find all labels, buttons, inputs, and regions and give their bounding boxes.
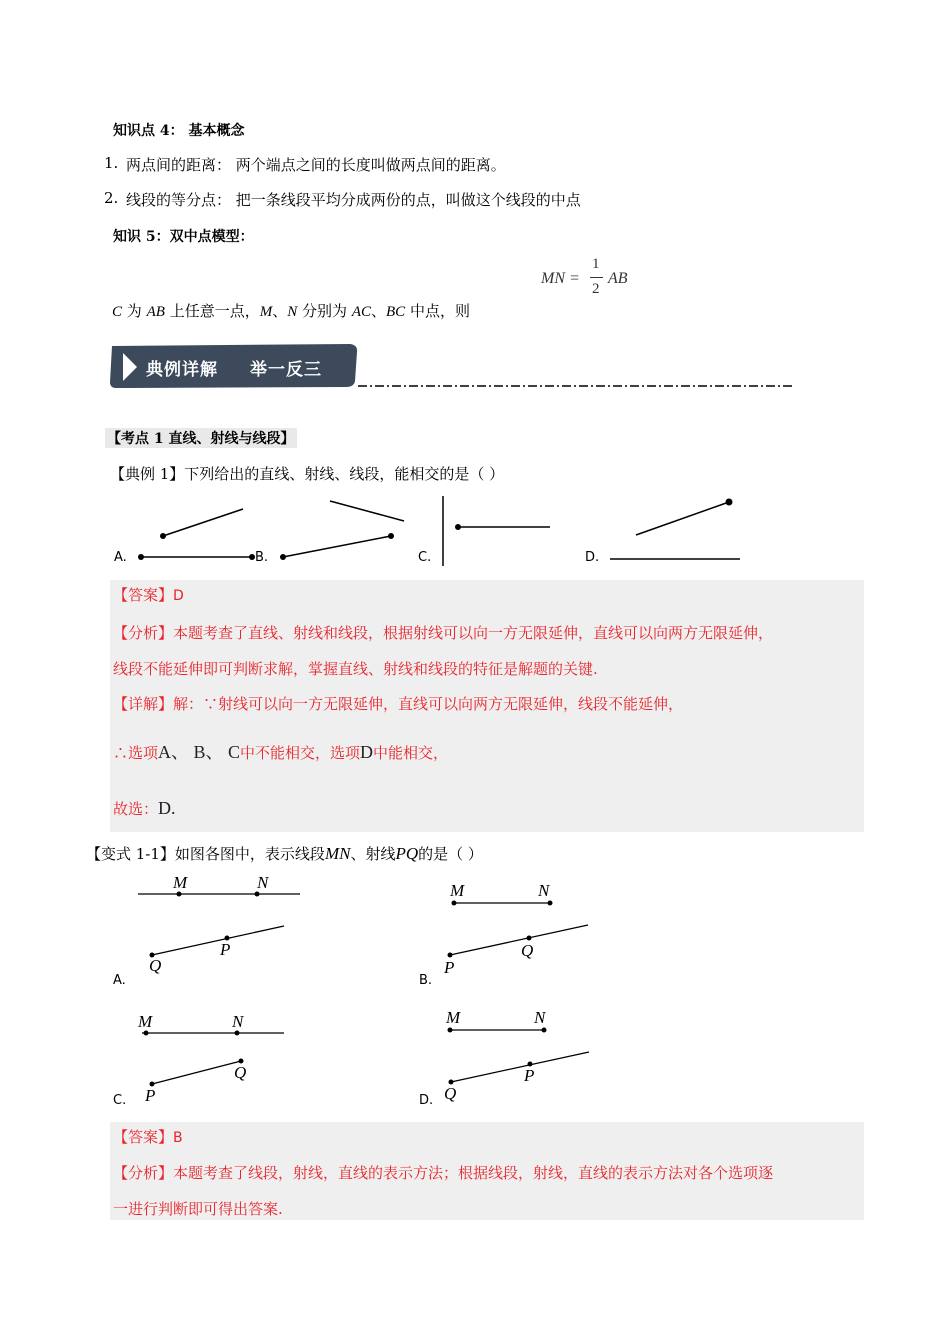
va-ray-qp bbox=[152, 926, 284, 955]
variant-q-pq: PQ bbox=[395, 844, 419, 863]
desc-seg-bc: BC bbox=[386, 304, 406, 320]
banner-right-text: 举一反三 bbox=[250, 360, 322, 380]
desc-point-m: M bbox=[259, 304, 273, 320]
example1-question: 【典例 1】下列给出的直线、射线、线段，能相交的是（ ） bbox=[110, 465, 505, 483]
detail-l3-a: 故选： bbox=[113, 800, 159, 818]
formula-numerator: 1 bbox=[592, 256, 600, 272]
k5-title: 知识 5：双中点模型： bbox=[113, 229, 254, 245]
vc-label-n: N bbox=[232, 1012, 244, 1031]
vd-label-q: Q bbox=[444, 1084, 457, 1103]
vc-label-m: M bbox=[138, 1012, 153, 1031]
va-label-p: P bbox=[220, 940, 231, 959]
section-tag: 【考点 1 直线、射线与线段】 bbox=[105, 428, 297, 448]
v-analysis-label: 【分析】 bbox=[113, 1164, 174, 1182]
example1-option-d: D. bbox=[585, 550, 600, 565]
answer-value: D bbox=[173, 588, 184, 604]
desc-seg-ac: AC bbox=[351, 304, 371, 320]
detail-l2-c: 中能相交， bbox=[373, 744, 449, 762]
vb-ray-pq bbox=[450, 925, 588, 955]
desc-point-c: C bbox=[112, 304, 123, 320]
desc-point-n: N bbox=[287, 304, 298, 320]
desc-seg-ab: AB bbox=[146, 304, 165, 320]
analysis-label: 【分析】 bbox=[113, 624, 174, 642]
variant1-option-a: A. bbox=[113, 973, 126, 988]
vc-label-q: Q bbox=[234, 1063, 247, 1082]
vb-label-n: N bbox=[538, 881, 550, 900]
detail-l2-d: D bbox=[360, 742, 374, 762]
detail-l2-b: 中不能相交，选项 bbox=[240, 744, 361, 762]
vd-label-m: M bbox=[446, 1008, 461, 1027]
desc-text-2: 上任意一点， bbox=[169, 302, 260, 320]
vd-label-p: P bbox=[524, 1066, 535, 1085]
formula-rhs: AB bbox=[608, 270, 628, 287]
desc-text-1: 为 bbox=[126, 302, 142, 320]
v-answer-value: B bbox=[173, 1130, 183, 1146]
vd-ray-qp bbox=[451, 1052, 589, 1082]
vb-label-q: Q bbox=[521, 941, 534, 960]
va-label-m: M bbox=[173, 873, 188, 892]
detail-l2-options: A、 B、 C bbox=[158, 742, 241, 762]
variant-q-c: 的是（ ） bbox=[418, 845, 483, 863]
variant-q-a: 【变式 1-1】如图各图中，表示线段 bbox=[86, 845, 325, 863]
desc-sep-1: 、 bbox=[272, 302, 288, 320]
desc-text-3: 分别为 bbox=[302, 302, 348, 320]
va-label-n: N bbox=[257, 873, 269, 892]
variant1-option-d: D. bbox=[419, 1093, 434, 1108]
variant1-option-b: B. bbox=[419, 973, 433, 988]
example1-option-b: B. bbox=[255, 550, 269, 565]
variant1-option-c: C. bbox=[113, 1093, 127, 1108]
variant1-analysis-line1 bbox=[113, 1162, 773, 1183]
v-answer-label: 【答案】 bbox=[113, 1128, 174, 1146]
variant-q-b: 、射线 bbox=[350, 845, 396, 863]
detail-label: 【详解】 bbox=[113, 695, 174, 713]
vd-label-n: N bbox=[534, 1008, 546, 1027]
variant-q-mn: MN bbox=[324, 844, 351, 863]
vc-label-p: P bbox=[145, 1086, 156, 1105]
desc-sep-2: 、 bbox=[371, 302, 387, 320]
formula-lhs: MN = bbox=[541, 270, 580, 287]
vb-label-p: P bbox=[444, 958, 455, 977]
detail-text-1: 解：∵射线可以向一方无限延伸，直线可以向两方无限延伸，线段不能延伸， bbox=[173, 695, 684, 713]
k4-item2-num: 2. bbox=[104, 189, 119, 207]
variant1-analysis-line2: 一进行判断即可得出答案. bbox=[113, 1200, 283, 1218]
vc-segment-pq bbox=[152, 1061, 241, 1084]
answer-label: 【答案】 bbox=[113, 586, 174, 604]
analysis-text-1: 本题考查了直线、射线和线段，根据射线可以向一方无限延伸，直线可以向两方无限延伸， bbox=[173, 624, 774, 642]
example1-option-c: C. bbox=[418, 550, 432, 565]
detail-l3-b: D. bbox=[158, 798, 176, 818]
detail-l2-a: ∴选项 bbox=[113, 744, 159, 762]
k4-item2-text: 线段的等分点： 把一条线段平均分成两份的点，叫做这个线段的中点 bbox=[126, 191, 581, 209]
v-analysis-text-1: 本题考查了线段，射线，直线的表示方法；根据线段，射线，直线的表示方法对各个选项逐 bbox=[173, 1164, 774, 1182]
example1-option-a: A. bbox=[114, 550, 127, 565]
formula-denominator: 2 bbox=[592, 281, 600, 297]
vb-label-m: M bbox=[450, 881, 465, 900]
k4-item1-text: 两点间的距离： 两个端点之间的长度叫做两点间的距离。 bbox=[126, 156, 506, 174]
variant1-answer bbox=[113, 1126, 183, 1147]
example1-analysis-line2: 线段不能延伸即可判断求解，掌握直线、射线和线段的特征是解题的关键. bbox=[113, 660, 598, 678]
desc-text-4: 中点，则 bbox=[409, 302, 470, 320]
banner-left-text: 典例详解 bbox=[146, 360, 218, 380]
va-label-q: Q bbox=[149, 956, 162, 975]
k4-title: 知识点 4： 基本概念 bbox=[113, 123, 245, 139]
k4-item1-num: 1. bbox=[104, 154, 119, 172]
